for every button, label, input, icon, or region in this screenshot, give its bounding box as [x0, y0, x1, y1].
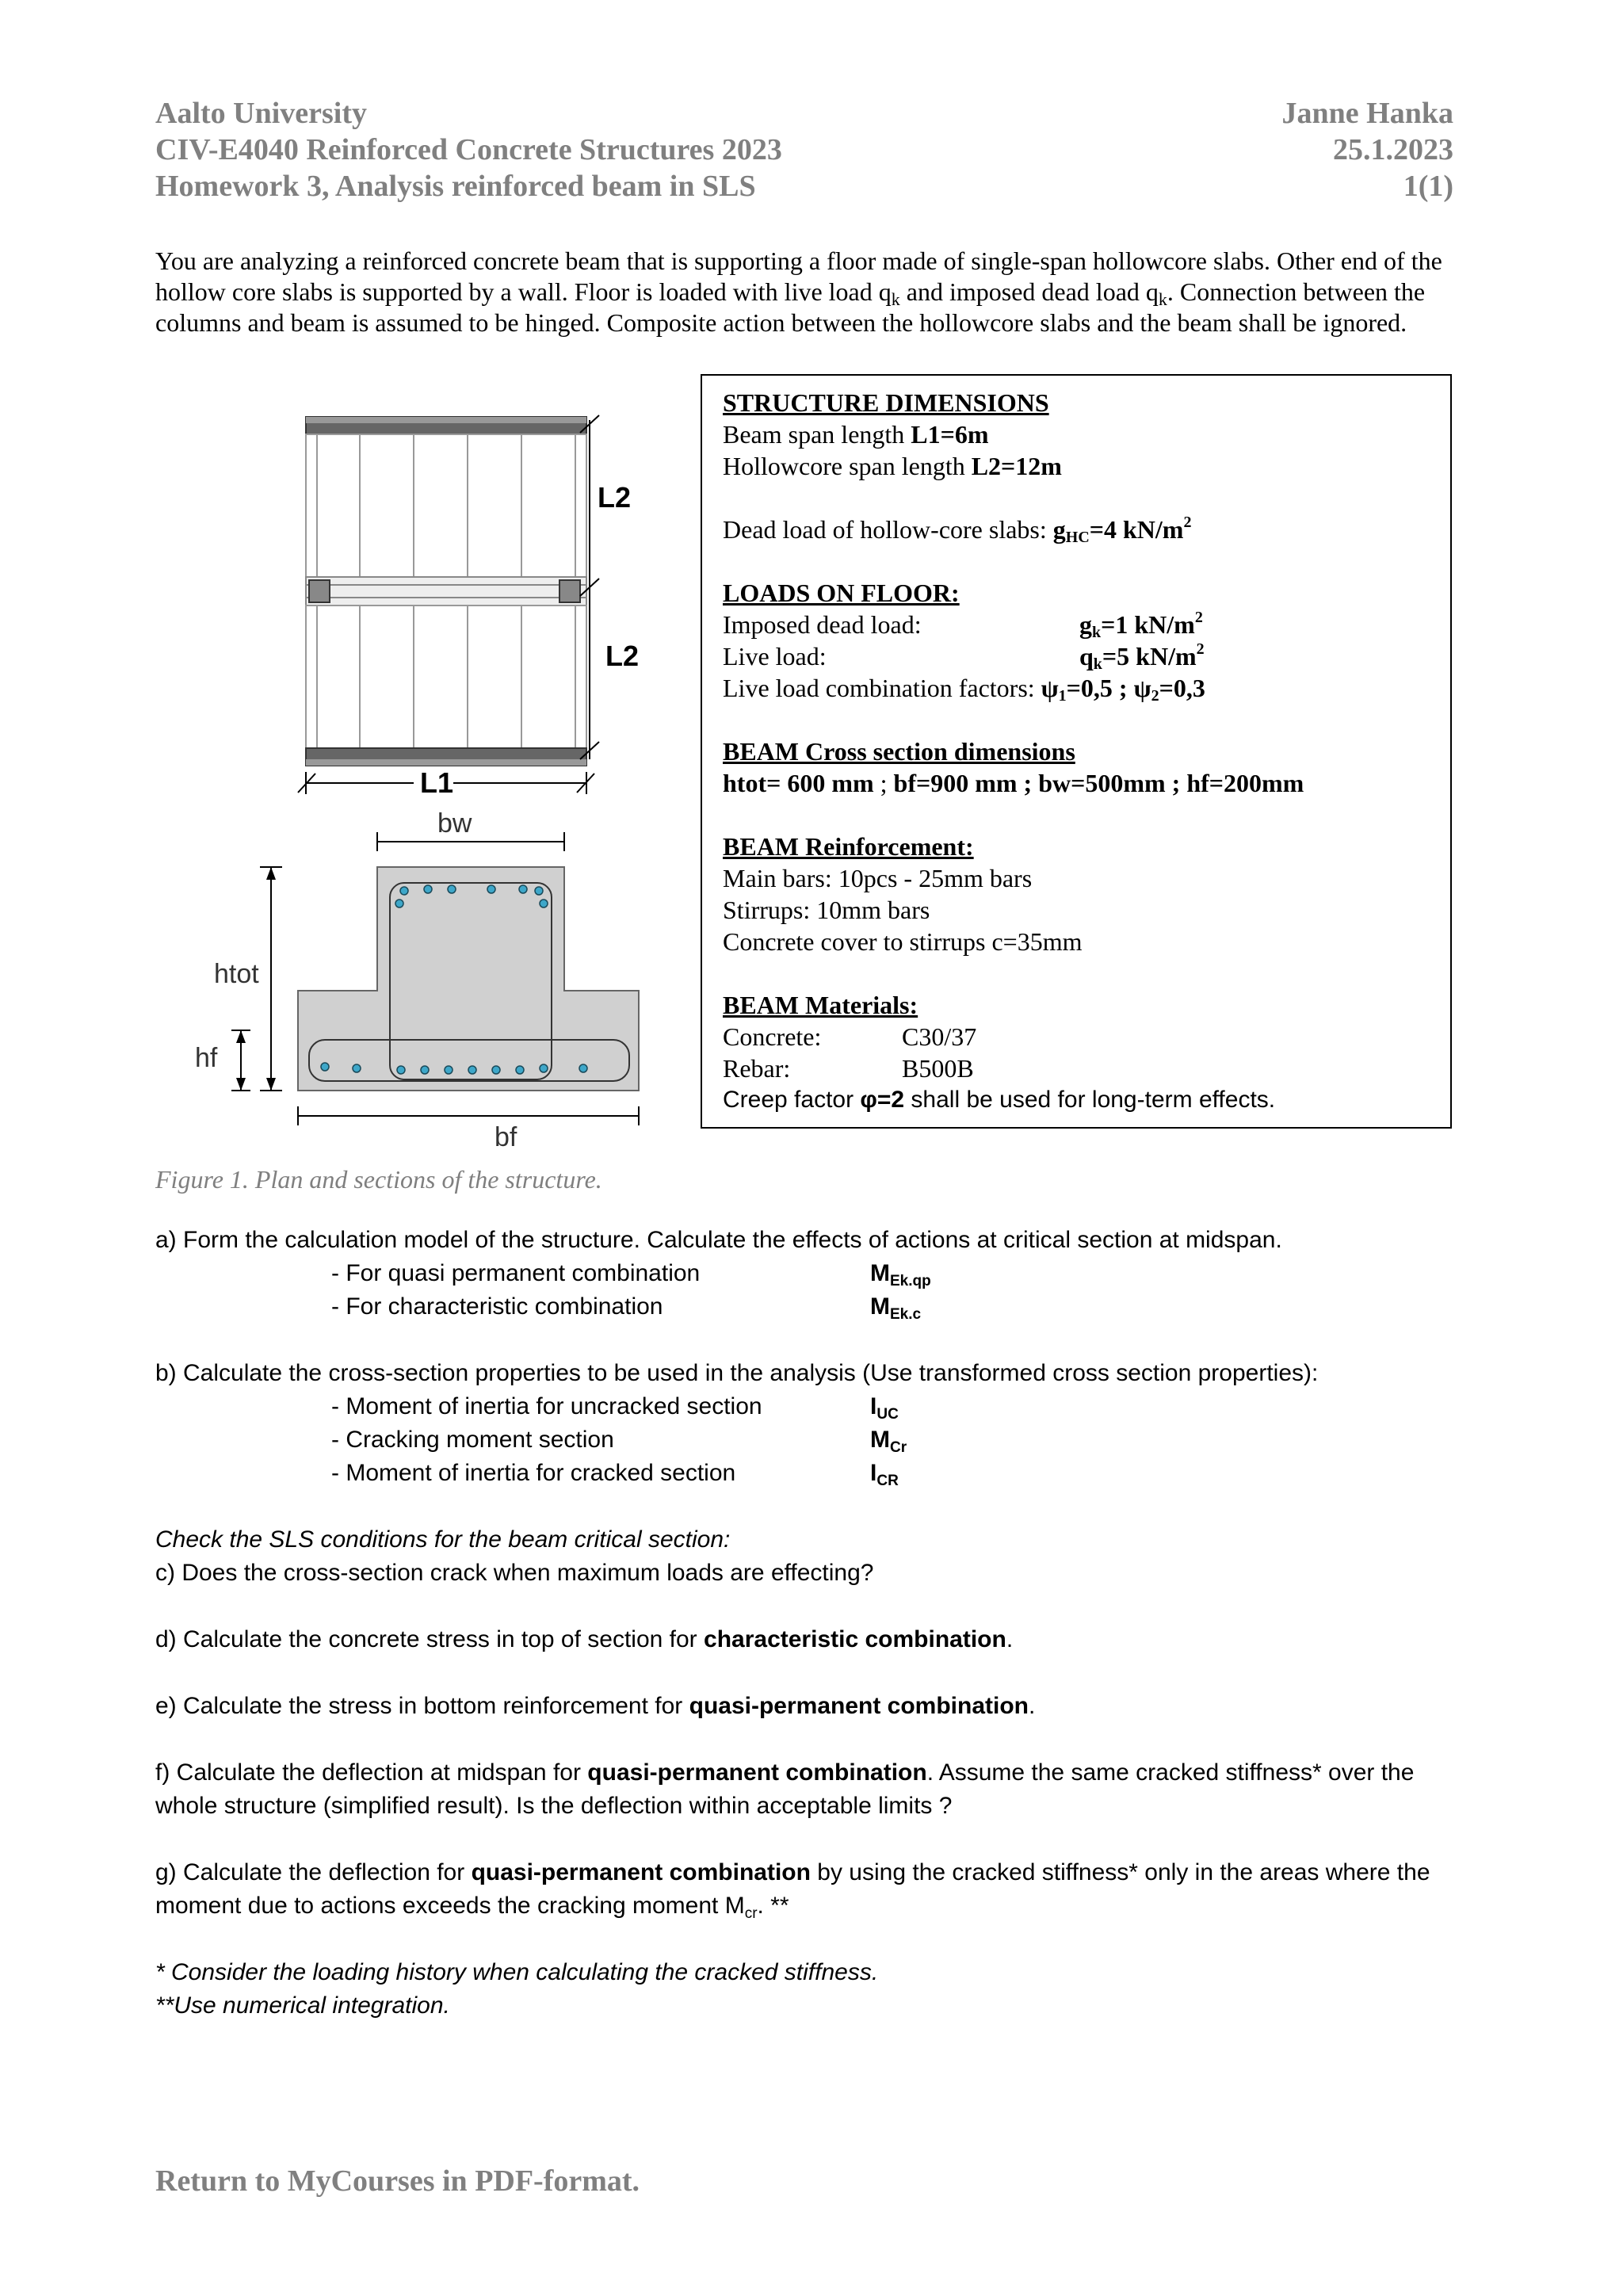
intro-paragraph: You are analyzing a reinforced concrete beam that is supporting a floor made of single-span hollowcore slabs. Other end of the hollow core slabs is supported by a wall. Floor is loaded with live load $q_k$ and imposed dead load $q_k$. Connection between the columns and beam is assumed to be hinged. Composite action between the hollowcore slabs and the beam shall be ignored.: [155, 246, 1442, 337]
header-left: [155, 95, 782, 204]
cross-section-values: htot= 600 mm ; bf=900 mm ; bw=500mm ; hf=200mm: [723, 769, 1304, 797]
task-b2: - Cracking moment section $M_{Cr}$: [331, 1427, 907, 1456]
task-f: f) Calculate the deflection at midspan for quasi-permanent combination. Assume the same cracked stiffness* over the whole structure (simplified result). Is the deflection within acceptable limits ?: [155, 1759, 1415, 1819]
header-right: [1282, 95, 1453, 204]
task-list: [155, 1224, 1471, 2023]
structure-figure: [190, 404, 682, 1165]
task-a: a) Form the calculation model of the structure. Calculate the effects of actions at critical section at midspan.: [155, 1227, 1282, 1253]
footnote-stiffness: * Consider the loading history when calculating the cracked stiffness.: [155, 1959, 879, 1985]
sls-check-heading: Check the SLS conditions for the beam critical section:: [155, 1526, 731, 1553]
imposed-load-line: Imposed dead load: $g_k=1$ $kN/m^2$: [723, 609, 1203, 641]
label-bw: bw: [437, 808, 472, 839]
course-title: CIV-E4040 Reinforced Concrete Structures 2023: [155, 133, 782, 166]
label-hf: hf: [195, 1043, 218, 1073]
task-a2: - For characteristic combination $M_{Ek.c}$: [331, 1293, 922, 1323]
cross-section-heading: BEAM Cross section dimensions: [723, 737, 1075, 766]
label-l2-top: L2: [598, 481, 632, 514]
university-name: Aalto University: [155, 97, 368, 130]
task-b1: - Moment of inertia for uncracked section $I_{UC}$: [331, 1393, 899, 1423]
task-a1: - For quasi permanent combination $M_{Ek.qp}$: [331, 1260, 931, 1289]
task-c: c) Does the cross-section crack when maximum loads are effecting?: [155, 1560, 874, 1586]
materials-heading: BEAM Materials:: [723, 991, 918, 1019]
label-bf: bf: [495, 1122, 517, 1152]
reinforcement-heading: BEAM Reinforcement:: [723, 832, 974, 861]
footnote-integration: **Use numerical integration.: [155, 1992, 450, 2019]
structure-dimensions-heading: STRUCTURE DIMENSIONS: [723, 388, 1049, 417]
loads-heading: LOADS ON FLOOR:: [723, 579, 960, 607]
beam-span-line: Beam span length L1=6m: [723, 420, 989, 449]
task-d: d) Calculate the concrete stress in top of section for characteristic combination.: [155, 1626, 1014, 1652]
page-number: 1(1): [1403, 170, 1453, 203]
task-g: g) Calculate the deflection for quasi-permanent combination by using the cracked stiffness* only in the areas where the moment due to actions exceeds the cracking moment $M_{cr}$. **: [155, 1859, 1430, 1922]
concrete-line: Concrete: C30/37: [723, 1022, 977, 1051]
creep-factor-line: Creep factor φ=2 shall be used for long-term effects.: [723, 1087, 1276, 1113]
hollowcore-span-line: Hollowcore span length L2=12m: [723, 452, 1062, 480]
structure-info-box: [701, 374, 1452, 1129]
document-date: 25.1.2023: [1333, 133, 1453, 166]
live-load-line: Live load: $q_k=5$ $kN/m^2$: [723, 640, 1205, 673]
cover-line: Concrete cover to stirrups c=35mm: [723, 927, 1083, 956]
label-htot: htot: [214, 959, 259, 989]
figure-caption: Figure 1. Plan and sections of the structure.: [155, 1165, 602, 1194]
combination-factors-line: Live load combination factors: $\psi_1=0,5$ ; $\psi_2=0,3$: [723, 674, 1205, 705]
cross-section: [231, 832, 639, 1125]
author-name: Janne Hanka: [1281, 97, 1453, 130]
homework-title: Homework 3, Analysis reinforced beam in SLS: [155, 170, 756, 203]
stirrups-line: Stirrups: 10mm bars: [723, 896, 930, 924]
label-l1: L1: [420, 766, 454, 799]
task-e: e) Calculate the stress in bottom reinforcement for quasi-permanent combination.: [155, 1693, 1036, 1719]
task-b3: - Moment of inertia for cracked section $I_{CR}$: [331, 1460, 899, 1489]
rebar-line: Rebar: B500B: [723, 1054, 974, 1083]
submission-instruction: Return to MyCourses in PDF-format.: [155, 2164, 640, 2198]
dead-load-line: Dead load of hollow-core slabs: $g_{HC}=4$ $kN/m^2$: [723, 514, 1192, 546]
plan-view: [298, 415, 599, 797]
label-l2-bottom: L2: [605, 640, 640, 672]
task-b: b) Calculate the cross-section properties to be used in the analysis (Use transformed cross section properties):: [155, 1360, 1319, 1386]
main-bars-line: Main bars: 10pcs - 25mm bars: [723, 864, 1033, 892]
